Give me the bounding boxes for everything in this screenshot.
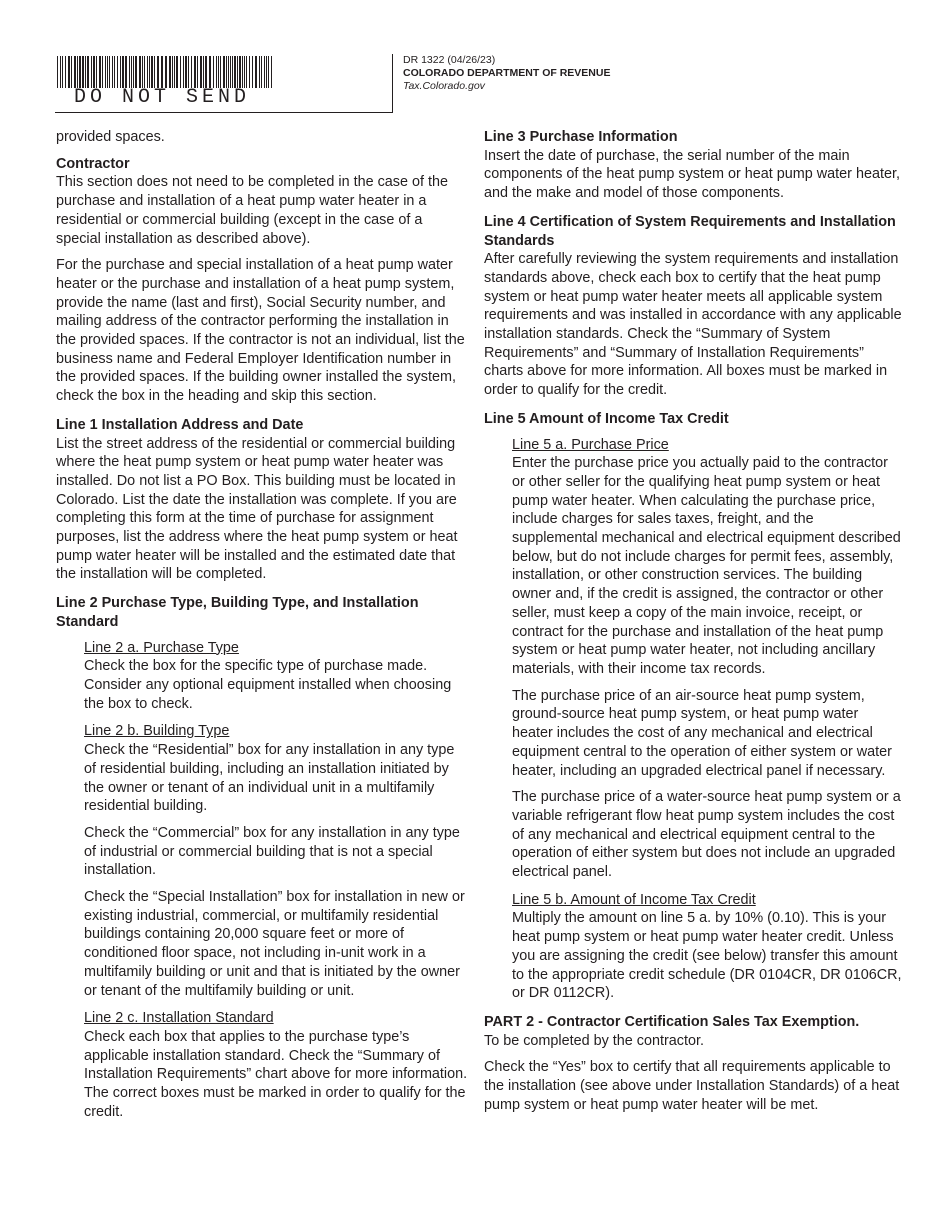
barcode-bar bbox=[174, 56, 175, 88]
line3-section bbox=[484, 128, 902, 203]
part2-section bbox=[484, 1013, 902, 1115]
barcode-bar bbox=[117, 56, 118, 88]
barcode-bar bbox=[85, 56, 86, 88]
line2a-paragraph: Check the box for the specific type of purchase made. Consider any optional equipment installed when choosing the box to check. bbox=[84, 658, 452, 712]
barcode-bar bbox=[144, 56, 145, 88]
intro-text: provided spaces. bbox=[56, 129, 165, 145]
barcode-bar bbox=[112, 56, 113, 88]
line5a-paragraph-1: Enter the purchase price you actually paid to the contractor or other seller for the qualifying heat pump system or heat pump water heater. When calculating the purchase price, include charges for sales taxes, freight, and the supplemental mechanical and electrical equipment described below, but do not include charges for permit fees, assembly, installation, or other construction services. The building owner and, if the credit is assigned, the contractor or other seller, must keep a copy of the main invoice, receipt, or contract for the purchase and installation of the heat pump system or heat pump water heater, not including ancillary materials, with their income tax records. bbox=[512, 455, 901, 677]
barcode-bar bbox=[71, 56, 72, 88]
barcode-bar bbox=[264, 56, 265, 88]
left-column bbox=[56, 128, 468, 1131]
part2-paragraph-2: Check the “Yes” box to certify that all requirements applicable to the installation (see above under Installation Standards) of a heat pump system or heat pump water heater will be met. bbox=[484, 1059, 900, 1113]
barcode-bar bbox=[129, 56, 130, 88]
barcode-bar bbox=[218, 56, 219, 88]
barcode-bar bbox=[96, 56, 97, 88]
barcode-bar bbox=[60, 56, 61, 88]
line3-heading: Line 3 Purchase Information bbox=[484, 129, 678, 145]
barcode-bar bbox=[151, 56, 153, 88]
barcode-bar bbox=[154, 56, 155, 88]
contractor-paragraph-2: For the purchase and special installation of a heat pump water heater or the purchase and installation of a heat pump system, provide the name (last and first), Social Security number, and mailing address of the contractor performing the installation in the provided spaces. If the contractor is not an individual, list the business name and Federal Employer Identification number in the provided spaces. If the building owner installed the system, check the box in the heading and skip this section. bbox=[56, 257, 465, 405]
right-column bbox=[484, 128, 902, 1124]
line5a-paragraph-3: The purchase price of a water-source heat pump system or a variable refrigerant flow heat pump system includes the cost of any mechanical and electrical equipment central to the operation of either system but does not include an upgraded electrical panel. bbox=[512, 789, 901, 881]
barcode-bar bbox=[62, 56, 63, 88]
form-number: DR 1322 (04/26/23) bbox=[403, 54, 496, 66]
barcode-bar bbox=[157, 56, 159, 88]
barcode-bar bbox=[180, 56, 181, 88]
barcode-bar bbox=[74, 56, 76, 88]
barcode-bar bbox=[114, 56, 115, 88]
barcode-bar bbox=[87, 56, 89, 88]
barcode-bar bbox=[105, 56, 106, 88]
barcode-bar bbox=[255, 56, 257, 88]
barcode-bar bbox=[249, 56, 250, 88]
barcode-bar bbox=[230, 56, 231, 88]
line2b-subsection bbox=[84, 722, 468, 1000]
line5b-title: Line 5 b. Amount of Income Tax Credit bbox=[512, 891, 756, 908]
line5b-paragraph: Multiply the amount on line 5 a. by 10% (0.10). This is your heat pump system or heat pump water heater credit. Unless you are assigning the credit (see below) transfer this amount to the appropriate credit schedule (DR 0104CR, DR 0106CR, or DR 0112CR). bbox=[512, 910, 902, 1002]
line2c-subsection bbox=[84, 1009, 468, 1121]
barcode-bar bbox=[183, 56, 184, 88]
barcode-bar bbox=[99, 56, 101, 88]
barcode-bar bbox=[142, 56, 143, 88]
barcode-bar bbox=[120, 56, 121, 88]
barcode-bar bbox=[79, 56, 81, 88]
barcode-bar bbox=[220, 56, 221, 88]
line2-section bbox=[56, 594, 468, 1121]
line2b-paragraph-2: Check the “Commercial” box for any installation in any type of industrial or commercial building that is not a special installation. bbox=[84, 824, 460, 879]
agency-name: COLORADO DEPARTMENT OF REVENUE bbox=[403, 67, 611, 79]
line5b-subsection bbox=[512, 891, 902, 1003]
barcode-bar bbox=[197, 56, 198, 88]
line5a-title: Line 5 a. Purchase Price bbox=[512, 436, 669, 453]
line5-heading: Line 5 Amount of Income Tax Credit bbox=[484, 410, 729, 427]
line2a-subsection bbox=[84, 639, 468, 714]
barcode-bar bbox=[191, 56, 192, 88]
barcode-bar bbox=[176, 56, 178, 88]
form-meta bbox=[403, 54, 610, 93]
line5a-subsection bbox=[512, 436, 902, 882]
line5-section bbox=[484, 410, 902, 1003]
barcode-bar bbox=[268, 56, 269, 88]
barcode-bar bbox=[234, 56, 236, 88]
line2b-title: Line 2 b. Building Type bbox=[84, 723, 230, 740]
barcode-bar bbox=[147, 56, 148, 88]
line1-paragraph: List the street address of the residential or commercial building where the heat pump system or heat pump water heater was installed. Do not list a PO Box. This building must be located in Colorado. List the date the installation was complete. If you are completing this form at the time of purchase for assignment purposes, list the address where the heat pump system or heat pump water heater will be installed and the estimated date that the installation will be completed. bbox=[56, 435, 458, 583]
contractor-section bbox=[56, 155, 468, 406]
barcode-bar bbox=[261, 56, 262, 88]
do-not-send-caption: DO NOT SEND bbox=[74, 86, 251, 109]
line1-section bbox=[56, 416, 468, 584]
barcode-bar bbox=[93, 56, 95, 88]
contractor-heading: Contractor bbox=[56, 155, 130, 172]
line2b-paragraph-1: Check the “Residential” box for any installation in any type of residential building, including an installation initiated by the owner or tenant of an individual unit in a multifamily residential building. bbox=[84, 742, 455, 815]
part2-heading: PART 2 - Contractor Certification Sales Tax Exemption. bbox=[484, 1013, 860, 1030]
barcode-bar bbox=[216, 56, 217, 88]
barcode-bar bbox=[200, 56, 202, 88]
barcode-bar bbox=[226, 56, 227, 88]
barcode-bar bbox=[185, 56, 187, 88]
line4-section bbox=[484, 213, 902, 400]
barcode-bar bbox=[139, 56, 141, 88]
barcode-bar bbox=[228, 56, 229, 88]
barcode-bar bbox=[237, 56, 238, 88]
barcode-bar bbox=[77, 56, 78, 88]
barcode-bar bbox=[65, 56, 66, 88]
line2-heading: Line 2 Purchase Type, Building Type, and Installation Standard bbox=[56, 595, 419, 630]
line5a-paragraph-2: The purchase price of an air-source heat pump system, ground-source heat pump system, or heat pump water heater includes the cost of any mechanical and electrical equipment central to the operation of either system or water heater, including an upgraded electrical panel if necessary. bbox=[512, 687, 892, 779]
barcode-bar bbox=[135, 56, 137, 88]
barcode-bar bbox=[107, 56, 108, 88]
barcode-bar bbox=[244, 56, 245, 88]
barcode-bar bbox=[203, 56, 204, 88]
barcode-bar bbox=[131, 56, 132, 88]
barcode-bar bbox=[125, 56, 127, 88]
agency-website: Tax.Colorado.gov bbox=[403, 80, 485, 92]
barcode-bar bbox=[169, 56, 171, 88]
contractor-paragraph-1: This section does not need to be completed in the case of the purchase and installation of a heat pump water heater in a residential or commercial building (except in the case of a special installation as described above). bbox=[56, 174, 448, 247]
barcode-bar bbox=[246, 56, 247, 88]
line2b-paragraph-3: Check the “Special Installation” box for installation in new or existing industrial, commercial, or multifamily residential buildings containing 20,000 square feet or more of conditioned floor space, not including in-unit work in a multifamily building or unit and that is initiated by the owner or tenant of the multifamily building or unit. bbox=[84, 889, 465, 999]
barcode-bar bbox=[266, 56, 267, 88]
barcode-bar bbox=[91, 56, 92, 88]
part2-paragraph-1: To be completed by the contractor. bbox=[484, 1032, 704, 1049]
barcode-bar bbox=[102, 56, 103, 88]
barcode-bar bbox=[149, 56, 150, 88]
barcode-bar bbox=[194, 56, 196, 88]
barcode-image bbox=[56, 56, 274, 88]
barcode-bar bbox=[82, 56, 84, 88]
barcode-bar bbox=[188, 56, 189, 88]
barcode-bar bbox=[68, 56, 70, 88]
barcode-bar bbox=[259, 56, 260, 88]
line2a-title: Line 2 a. Purchase Type bbox=[84, 639, 239, 656]
barcode-bar bbox=[271, 56, 272, 88]
barcode-bar bbox=[172, 56, 173, 88]
barcode-bar bbox=[161, 56, 163, 88]
barcode-bar bbox=[109, 56, 110, 88]
barcode-bar bbox=[122, 56, 124, 88]
barcode-bar bbox=[57, 56, 58, 88]
line2c-paragraph: Check each box that applies to the purchase type’s applicable installation standard. Check the “Summary of Installation Requirements” chart above for more information. The correct boxes must be marked in order to qualify for the credit. bbox=[84, 1028, 468, 1120]
barcode-bar bbox=[232, 56, 233, 88]
barcode-bar bbox=[223, 56, 225, 88]
barcode-bar bbox=[165, 56, 167, 88]
line4-heading: Line 4 Certification of System Requirements and Installation Standards bbox=[484, 213, 896, 249]
line3-paragraph: Insert the date of purchase, the serial number of the main components of the heat pump system or heat pump water heater, and the make and model of those components. bbox=[484, 147, 900, 202]
barcode-bar bbox=[252, 56, 253, 88]
line2c-title: Line 2 c. Installation Standard bbox=[84, 1010, 274, 1027]
line1-heading: Line 1 Installation Address and Date bbox=[56, 416, 304, 433]
line4-paragraph: After carefully reviewing the system requirements and installation standards above, check each box to certify that the heat pump system or heat pump water heater meets all applicable system requirements and was installed in accordance with any applicable installation standards. Check the “Summary of System Requirements” and “Summary of Installation Requirements” charts above for more information. All boxes must be marked in order to qualify for the credit. bbox=[484, 251, 902, 399]
barcode-bar bbox=[205, 56, 207, 88]
barcode-bar bbox=[213, 56, 214, 88]
barcode-block bbox=[55, 54, 393, 113]
barcode-bar bbox=[242, 56, 243, 88]
barcode-bar bbox=[133, 56, 134, 88]
barcode-bar bbox=[209, 56, 211, 88]
barcode-bar bbox=[239, 56, 241, 88]
